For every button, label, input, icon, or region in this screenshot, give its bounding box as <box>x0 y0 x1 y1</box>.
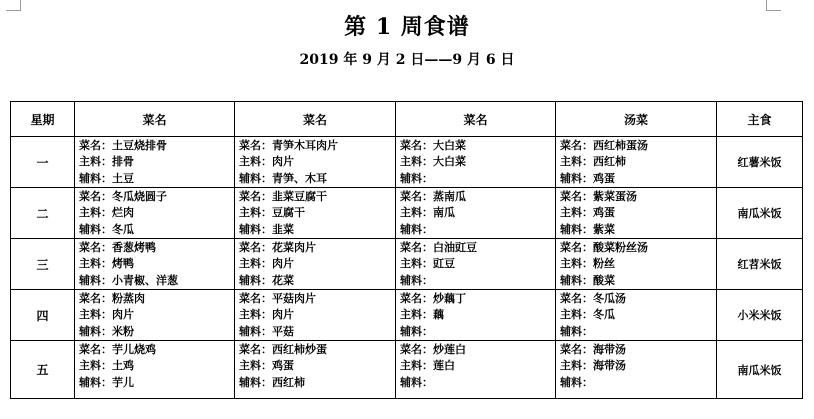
staple-cell: 南瓜米饭 <box>717 341 803 399</box>
aux-ingredient-value: 米粉 <box>112 324 134 338</box>
table-row <box>11 341 803 399</box>
aux-ingredient-line <box>400 171 555 187</box>
main-ingredient-line <box>400 205 555 221</box>
main-ingredient-value: 海带汤 <box>593 359 626 373</box>
dish-name-label: 菜名： <box>79 241 112 254</box>
dish-name-line <box>79 189 234 205</box>
main-ingredient-line <box>400 256 555 272</box>
weekday-cell: 五 <box>11 341 75 399</box>
dish-name-line <box>400 138 555 154</box>
aux-ingredient-line <box>400 375 555 391</box>
aux-ingredient-line <box>400 222 555 238</box>
dish-cell <box>75 137 235 188</box>
main-ingredient-value: 莲白 <box>433 359 455 373</box>
soup-cell <box>556 239 717 290</box>
dish-name-line <box>239 189 395 205</box>
main-ingredient-line <box>400 307 555 323</box>
aux-ingredient-label: 辅料： <box>400 171 433 185</box>
dish-name-line <box>239 138 395 154</box>
main-ingredient-line <box>560 256 716 272</box>
main-ingredient-line <box>239 154 395 170</box>
aux-ingredient-line <box>79 171 234 187</box>
dish-cell <box>235 137 396 188</box>
aux-ingredient-line <box>79 375 234 391</box>
dish-cell <box>235 239 396 290</box>
dish-name-label: 菜名： <box>239 343 272 356</box>
main-ingredient-line <box>79 307 234 323</box>
aux-ingredient-label: 辅料： <box>239 324 272 338</box>
main-ingredient-label: 主料： <box>79 359 112 373</box>
aux-ingredient-value: 小青椒、洋葱 <box>112 273 178 287</box>
weekday-cell: 三 <box>11 239 75 290</box>
main-ingredient-label: 主料： <box>560 257 593 271</box>
dish-name-label: 菜名： <box>560 190 593 203</box>
dish-name-line <box>560 291 716 307</box>
aux-ingredient-line <box>400 273 555 289</box>
dish-name-value: 粉蒸肉 <box>112 292 145 305</box>
header-staple: 主食 <box>717 102 803 137</box>
aux-ingredient-value: 平菇 <box>272 324 294 338</box>
aux-ingredient-line <box>79 324 234 340</box>
dish-name-label: 菜名： <box>239 241 272 254</box>
main-ingredient-line <box>239 307 395 323</box>
dish-name-line <box>560 138 716 154</box>
dish-cell <box>235 341 396 399</box>
main-ingredient-value: 豇豆 <box>433 257 455 271</box>
dish-name-label: 菜名： <box>79 190 112 203</box>
main-ingredient-line <box>79 154 234 170</box>
main-ingredient-line <box>239 205 395 221</box>
dish-name-label: 菜名： <box>239 139 272 152</box>
aux-ingredient-line <box>239 375 395 391</box>
main-ingredient-value: 豆腐干 <box>272 206 305 220</box>
dish-name-label: 菜名： <box>400 190 433 203</box>
main-ingredient-line <box>560 358 716 374</box>
staple-cell: 小米米饭 <box>717 290 803 341</box>
dish-cell <box>75 341 235 399</box>
aux-ingredient-line <box>560 375 716 391</box>
dish-cell <box>396 137 556 188</box>
staple-cell: 红薯米饭 <box>717 137 803 188</box>
dish-name-value: 酸菜粉丝汤 <box>593 241 648 254</box>
dish-name-line <box>239 342 395 358</box>
table-row <box>11 290 803 341</box>
main-ingredient-value: 西红柿 <box>593 155 626 169</box>
main-ingredient-line <box>79 358 234 374</box>
dish-name-line <box>79 240 234 256</box>
main-ingredient-line <box>560 205 716 221</box>
main-ingredient-line <box>400 154 555 170</box>
main-ingredient-line <box>239 358 395 374</box>
dish-name-value: 紫菜蛋汤 <box>593 190 637 203</box>
dish-name-label: 菜名： <box>560 139 593 152</box>
header-dish-1: 菜名 <box>75 102 235 137</box>
main-ingredient-line <box>239 256 395 272</box>
header-weekday: 星期 <box>11 102 75 137</box>
soup-cell <box>556 341 717 399</box>
dish-name-label: 菜名： <box>400 292 433 305</box>
main-ingredient-label: 主料： <box>400 206 433 220</box>
main-ingredient-label: 主料： <box>239 155 272 169</box>
menu-table <box>10 101 803 399</box>
dish-name-label: 菜名： <box>239 292 272 305</box>
dish-name-label: 菜名： <box>560 343 593 356</box>
aux-ingredient-label: 辅料： <box>400 324 433 338</box>
dish-name-value: 西红柿炒蛋 <box>272 343 327 356</box>
main-ingredient-value: 肉片 <box>112 308 134 322</box>
dish-name-label: 菜名： <box>79 292 112 305</box>
aux-ingredient-line <box>239 324 395 340</box>
dish-name-line <box>239 240 395 256</box>
main-ingredient-label: 主料： <box>79 155 112 169</box>
main-ingredient-label: 主料： <box>400 308 433 322</box>
dish-name-value: 白油豇豆 <box>433 241 477 254</box>
aux-ingredient-label: 辅料： <box>79 273 112 287</box>
main-ingredient-value: 鸡蛋 <box>272 359 294 373</box>
main-ingredient-label: 主料： <box>400 359 433 373</box>
main-ingredient-value: 大白菜 <box>433 155 466 169</box>
staple-cell: 红苕米饭 <box>717 239 803 290</box>
aux-ingredient-label: 辅料： <box>560 324 593 338</box>
aux-ingredient-value: 西红柿 <box>272 375 305 389</box>
dish-name-line <box>239 291 395 307</box>
dish-name-line <box>560 342 716 358</box>
aux-ingredient-line <box>79 222 234 238</box>
main-ingredient-value: 排骨 <box>112 155 134 169</box>
dish-name-line <box>400 189 555 205</box>
dish-name-label: 菜名： <box>560 292 593 305</box>
dish-name-label: 菜名： <box>79 139 112 152</box>
main-ingredient-value: 粉丝 <box>593 257 615 271</box>
main-ingredient-label: 主料： <box>239 308 272 322</box>
dish-name-value: 花菜肉片 <box>272 241 316 254</box>
dish-name-value: 冬瓜烧圆子 <box>112 190 167 203</box>
dish-cell <box>396 341 556 399</box>
aux-ingredient-label: 辅料： <box>79 324 112 338</box>
dish-name-label: 菜名： <box>400 139 433 152</box>
dish-name-value: 平菇肉片 <box>272 292 316 305</box>
main-ingredient-line <box>560 307 716 323</box>
main-ingredient-value: 烤鸭 <box>112 257 134 271</box>
dish-cell <box>396 290 556 341</box>
aux-ingredient-label: 辅料： <box>239 375 272 389</box>
dish-name-value: 炒莲白 <box>433 343 466 356</box>
main-ingredient-value: 烂肉 <box>112 206 134 220</box>
main-ingredient-line <box>79 205 234 221</box>
dish-cell <box>75 188 235 239</box>
aux-ingredient-value: 花菜 <box>272 273 294 287</box>
main-ingredient-label: 主料： <box>400 155 433 169</box>
main-ingredient-value: 冬瓜 <box>593 308 615 322</box>
table-row <box>11 137 803 188</box>
aux-ingredient-value: 酸菜 <box>593 273 615 287</box>
main-ingredient-label: 主料： <box>239 206 272 220</box>
dish-cell <box>396 239 556 290</box>
dish-name-label: 菜名： <box>400 343 433 356</box>
dish-name-value: 炒藕丁 <box>433 292 466 305</box>
aux-ingredient-label: 辅料： <box>79 222 112 236</box>
header-dish-3: 菜名 <box>396 102 556 137</box>
main-ingredient-value: 土鸡 <box>112 359 134 373</box>
main-ingredient-label: 主料： <box>560 155 593 169</box>
main-ingredient-value: 肉片 <box>272 155 294 169</box>
main-ingredient-label: 主料： <box>560 359 593 373</box>
aux-ingredient-line <box>79 273 234 289</box>
soup-cell <box>556 137 717 188</box>
header-dish-2: 菜名 <box>235 102 396 137</box>
weekday-cell: 二 <box>11 188 75 239</box>
dish-name-value: 土豆烧排骨 <box>112 139 167 152</box>
aux-ingredient-line <box>560 273 716 289</box>
main-ingredient-value: 肉片 <box>272 308 294 322</box>
aux-ingredient-label: 辅料： <box>79 375 112 389</box>
dish-name-value: 香葱烤鸭 <box>112 241 156 254</box>
dish-name-label: 菜名： <box>400 241 433 254</box>
weekday-cell: 一 <box>11 137 75 188</box>
aux-ingredient-label: 辅料： <box>239 273 272 287</box>
aux-ingredient-line <box>560 171 716 187</box>
staple-cell: 南瓜米饭 <box>717 188 803 239</box>
dish-name-value: 韭菜豆腐干 <box>272 190 327 203</box>
dish-name-value: 蒸南瓜 <box>433 190 466 203</box>
aux-ingredient-label: 辅料： <box>79 171 112 185</box>
dish-name-line <box>79 342 234 358</box>
aux-ingredient-line <box>560 222 716 238</box>
dish-name-line <box>400 342 555 358</box>
main-ingredient-line <box>79 256 234 272</box>
date-range: 2019 年 9 月 2 日——9 月 6 日 <box>299 52 515 68</box>
soup-cell <box>556 188 717 239</box>
dish-name-line <box>400 291 555 307</box>
aux-ingredient-label: 辅料： <box>560 375 593 389</box>
aux-ingredient-label: 辅料： <box>400 273 433 287</box>
main-ingredient-label: 主料： <box>400 257 433 271</box>
main-ingredient-value: 藕 <box>433 308 444 322</box>
main-ingredient-label: 主料： <box>560 308 593 322</box>
main-ingredient-label: 主料： <box>239 359 272 373</box>
aux-ingredient-label: 辅料： <box>560 222 593 236</box>
dish-name-label: 菜名： <box>239 190 272 203</box>
main-ingredient-label: 主料： <box>560 206 593 220</box>
aux-ingredient-line <box>239 273 395 289</box>
weekday-cell: 四 <box>11 290 75 341</box>
dish-name-value: 青笋木耳肉片 <box>272 139 338 152</box>
aux-ingredient-value: 芋儿 <box>112 375 134 389</box>
dish-name-value: 芋儿烧鸡 <box>112 343 156 356</box>
dish-cell <box>235 290 396 341</box>
main-ingredient-value: 南瓜 <box>433 206 455 220</box>
dish-cell <box>75 290 235 341</box>
table-row <box>11 239 803 290</box>
main-ingredient-line <box>560 154 716 170</box>
aux-ingredient-label: 辅料： <box>400 222 433 236</box>
table-header-row <box>11 102 803 137</box>
aux-ingredient-line <box>400 324 555 340</box>
dish-cell <box>75 239 235 290</box>
aux-ingredient-label: 辅料： <box>239 171 272 185</box>
aux-ingredient-value: 韭菜 <box>272 222 294 236</box>
main-ingredient-label: 主料： <box>239 257 272 271</box>
main-ingredient-value: 肉片 <box>272 257 294 271</box>
main-ingredient-label: 主料： <box>79 257 112 271</box>
dish-cell <box>396 188 556 239</box>
dish-name-label: 菜名： <box>560 241 593 254</box>
soup-cell <box>556 290 717 341</box>
page-title: 第 1 周食谱 <box>344 14 470 40</box>
dish-name-line <box>560 189 716 205</box>
aux-ingredient-label: 辅料： <box>560 171 593 185</box>
dish-name-value: 冬瓜汤 <box>593 292 626 305</box>
aux-ingredient-label: 辅料： <box>560 273 593 287</box>
dish-cell <box>235 188 396 239</box>
aux-ingredient-line <box>239 171 395 187</box>
menu-table-body <box>11 102 803 399</box>
main-ingredient-value: 鸡蛋 <box>593 206 615 220</box>
dish-name-line <box>560 240 716 256</box>
main-ingredient-label: 主料： <box>79 308 112 322</box>
aux-ingredient-value: 土豆 <box>112 171 134 185</box>
dish-name-value: 海带汤 <box>593 343 626 356</box>
dish-name-value: 西红柿蛋汤 <box>593 139 648 152</box>
aux-ingredient-line <box>239 222 395 238</box>
dish-name-line <box>79 138 234 154</box>
aux-ingredient-value: 紫菜 <box>593 222 615 236</box>
aux-ingredient-value: 冬瓜 <box>112 222 134 236</box>
dish-name-line <box>79 291 234 307</box>
dish-name-label: 菜名： <box>79 343 112 356</box>
aux-ingredient-value: 鸡蛋 <box>593 171 615 185</box>
dish-name-value: 大白菜 <box>433 139 466 152</box>
table-row <box>11 188 803 239</box>
aux-ingredient-label: 辅料： <box>400 375 433 389</box>
dish-name-line <box>400 240 555 256</box>
main-ingredient-line <box>400 358 555 374</box>
main-ingredient-label: 主料： <box>79 206 112 220</box>
header-soup: 汤菜 <box>556 102 717 137</box>
aux-ingredient-label: 辅料： <box>239 222 272 236</box>
aux-ingredient-value: 青笋、木耳 <box>272 171 327 185</box>
aux-ingredient-line <box>560 324 716 340</box>
